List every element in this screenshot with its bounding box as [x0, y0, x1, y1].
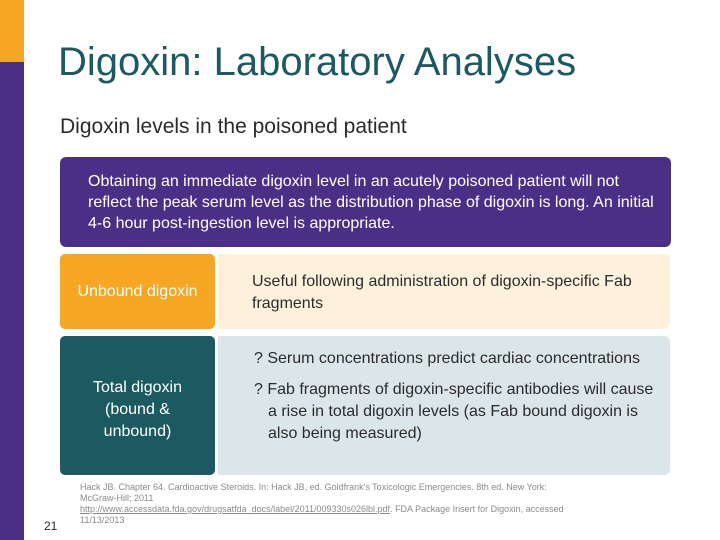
- reference-line2: [80, 504, 580, 526]
- reference-line2-suffix: . FDA Package Insert for Digoxin, accessed 11/13/2013: [80, 504, 564, 525]
- unbound-digoxin-label: Unbound digoxin: [77, 282, 198, 300]
- total-digoxin-description-box: [218, 336, 670, 475]
- reference-citation: [80, 482, 580, 526]
- intro-box: [60, 157, 671, 247]
- total-digoxin-bullet: ? Serum concentrations predict cardiac concentrations: [254, 350, 640, 367]
- left-color-bar: [0, 0, 24, 540]
- left-accent-block: [0, 0, 24, 62]
- unbound-digoxin-description-box: [218, 254, 670, 329]
- unbound-digoxin-description: Useful following administration of digoxin-specific Fab fragments: [252, 273, 632, 312]
- total-digoxin-label-line2: (bound &: [105, 400, 170, 418]
- reference-line1: Hack JB. Chapter 64. Cardioactive Steroids. In: Hack JB, ed. Goldfrank's Toxicologic Emergencies. 8th ed. New York: McGraw-Hill; 2011: [80, 482, 547, 503]
- total-digoxin-label-line3: unbound): [103, 422, 172, 440]
- total-digoxin-label-box: [60, 336, 215, 475]
- slide-subtitle: Digoxin levels in the poisoned patient: [60, 115, 407, 138]
- slide-title: Digoxin: Laboratory Analyses: [58, 40, 577, 84]
- total-digoxin-label: [93, 377, 182, 443]
- slide-number: 21: [44, 519, 58, 533]
- total-digoxin-bullet: ? Fab fragments of digoxin-specific antibodies will cause a rise in total digoxin levels (as Fab bound digoxin is also being measured): [254, 381, 654, 442]
- unbound-digoxin-label-box: [60, 254, 215, 329]
- reference-link[interactable]: http://www.accessdata.fda.gov/drugsatfda_docs/label/2011/009330s026lbl.pdf: [80, 504, 391, 514]
- intro-text: Obtaining an immediate digoxin level in an acutely poisoned patient will not reflect the peak serum level as the distribution phase of digoxin is long. An initial 4-6 hour post-ingestion level is appropriate.: [88, 173, 654, 232]
- total-digoxin-label-line1: Total digoxin: [93, 378, 182, 396]
